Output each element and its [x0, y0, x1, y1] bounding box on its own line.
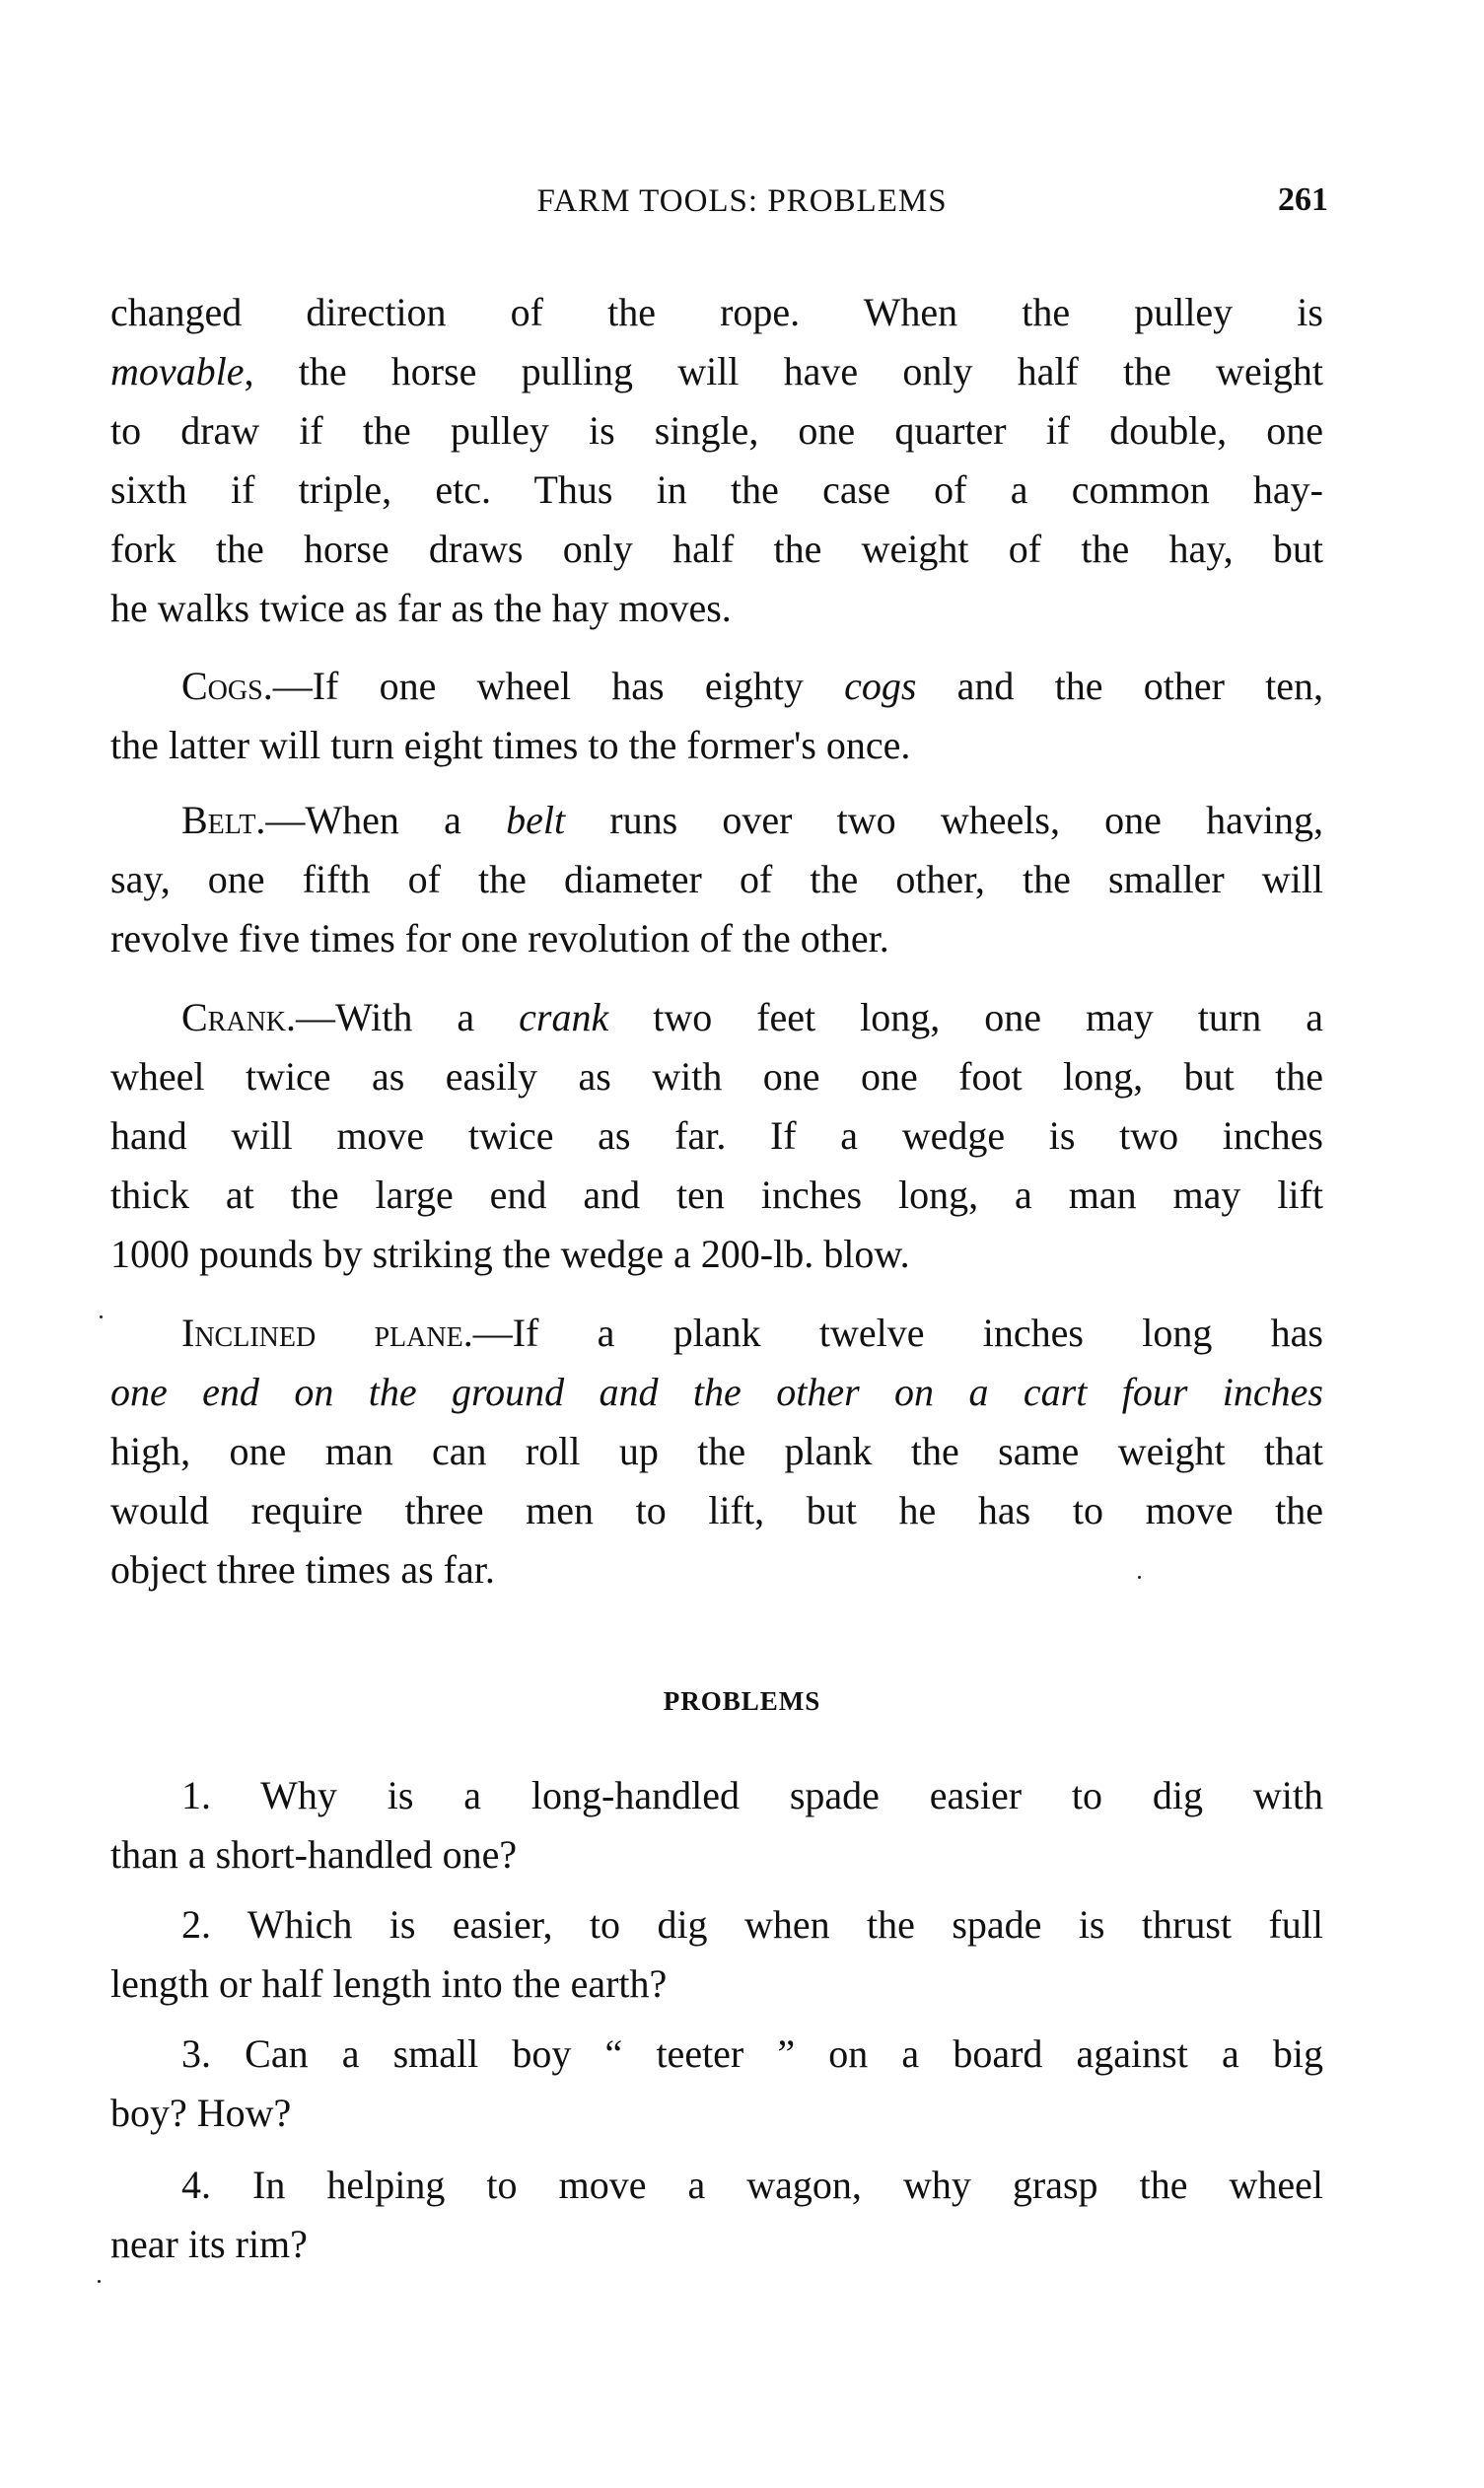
text: one end on the ground and the other on a cart four inches — [110, 1370, 1323, 1414]
text-line — [110, 1225, 1323, 1284]
running-title: FARM TOOLS: PROBLEMS — [536, 183, 948, 219]
text: object three times as far. — [110, 1547, 495, 1592]
text: 3. Can a small boy “ teeter ” on a board against a big — [181, 2031, 1323, 2076]
text: two feet long, one may turn a — [608, 995, 1323, 1039]
text: to draw if the pulley is single, one quarter if double, one — [110, 408, 1323, 453]
text: , the horse pulling will have only half the weight — [244, 349, 1323, 393]
text: 4. In helping to move a wagon, why grasp the wheel — [181, 2163, 1323, 2207]
problem-3 — [110, 2025, 1323, 2143]
text-line — [110, 283, 1323, 342]
text: runs over two wheels, one having, — [565, 798, 1324, 842]
section-label: Cogs. — [181, 664, 273, 708]
text: wheel twice as easily as with one one foot long, but the — [110, 1054, 1323, 1099]
print-speck — [100, 1315, 103, 1318]
text-line — [110, 401, 1323, 461]
italic-term: movable — [110, 349, 245, 393]
text: —With a — [296, 995, 520, 1039]
text: say, one fifth of the diameter of the other, the smaller will — [110, 857, 1323, 901]
text-line — [110, 716, 1323, 775]
print-speck — [1138, 1576, 1141, 1579]
text: he walks twice as far as the hay moves. — [110, 586, 732, 630]
section-label: Inclined plane. — [181, 1311, 473, 1355]
problem-4 — [110, 2156, 1323, 2274]
print-speck — [98, 2280, 101, 2283]
text: revolve five times for one revolution of the other. — [110, 916, 889, 960]
text: high, one man can roll up the plank the same weight that — [110, 1429, 1323, 1473]
text-line — [110, 520, 1323, 579]
text: —When a — [265, 798, 507, 842]
text: thick at the large end and ten inches long, a man may lift — [110, 1173, 1323, 1217]
text: the latter will turn eight times to the former's once. — [110, 723, 911, 767]
text: near its rim? — [110, 2222, 308, 2266]
problems-heading: PROBLEMS — [663, 1686, 821, 1716]
text-line — [110, 1825, 1323, 1884]
text: and the other ten, — [916, 664, 1323, 708]
text-line — [110, 791, 1323, 850]
text-line — [110, 2215, 1323, 2274]
text-line — [110, 657, 1323, 716]
text-line — [110, 850, 1323, 909]
text-line — [110, 1895, 1323, 1955]
text: 1. Why is a long-handled spade easier to dig with — [181, 1773, 1323, 1817]
section-label: Crank. — [181, 995, 297, 1039]
text: hand will move twice as far. If a wedge is two inches — [110, 1113, 1323, 1158]
text-line — [110, 2025, 1323, 2084]
text: 2. Which is easier, to dig when the spade is thrust full — [181, 1902, 1323, 1947]
text-line — [110, 1166, 1323, 1225]
text-line — [110, 2156, 1323, 2215]
paragraph-crank — [110, 988, 1323, 1284]
text-line — [110, 579, 1323, 638]
text: than a short-handled one? — [110, 1832, 518, 1877]
text: —If a plank twelve inches long has — [472, 1311, 1323, 1355]
text-line — [110, 1481, 1323, 1540]
text: changed direction of the rope. When the pulley is — [110, 290, 1323, 334]
text-line — [110, 1304, 1323, 1363]
paragraph-inclined-plane — [110, 1304, 1323, 1599]
text-line — [110, 1106, 1323, 1166]
text-line — [110, 1766, 1323, 1825]
page-number: 261 — [1278, 181, 1328, 218]
italic-term: belt — [506, 798, 566, 842]
text: length or half length into the earth? — [110, 1961, 668, 2006]
section-label: Belt. — [181, 798, 266, 842]
paragraph-belt — [110, 791, 1323, 968]
text-line — [110, 461, 1323, 520]
paragraph-pulley — [110, 283, 1323, 638]
text-line — [110, 2084, 1323, 2143]
text-line — [110, 342, 1323, 401]
text-line — [110, 1047, 1323, 1106]
problem-1 — [110, 1766, 1323, 1884]
text-line — [110, 1540, 1323, 1599]
problem-2 — [110, 1895, 1323, 2014]
text-line — [110, 1422, 1323, 1481]
text: would require three men to lift, but he has to move the — [110, 1488, 1323, 1532]
italic-term: crank — [519, 995, 609, 1039]
text-line — [110, 909, 1323, 968]
text: —If one wheel has eighty — [272, 664, 845, 708]
text: 1000 pounds by striking the wedge a 200-lb. blow. — [110, 1232, 910, 1276]
text: sixth if triple, etc. Thus in the case of a common hay- — [110, 467, 1323, 512]
paragraph-cogs — [110, 657, 1323, 775]
text: fork the horse draws only half the weight of the hay, but — [110, 527, 1323, 571]
text-line — [110, 1955, 1323, 2014]
text-line — [110, 988, 1323, 1047]
text: boy? How? — [110, 2091, 292, 2135]
italic-term: cogs — [844, 664, 917, 708]
text-line — [110, 1363, 1323, 1422]
